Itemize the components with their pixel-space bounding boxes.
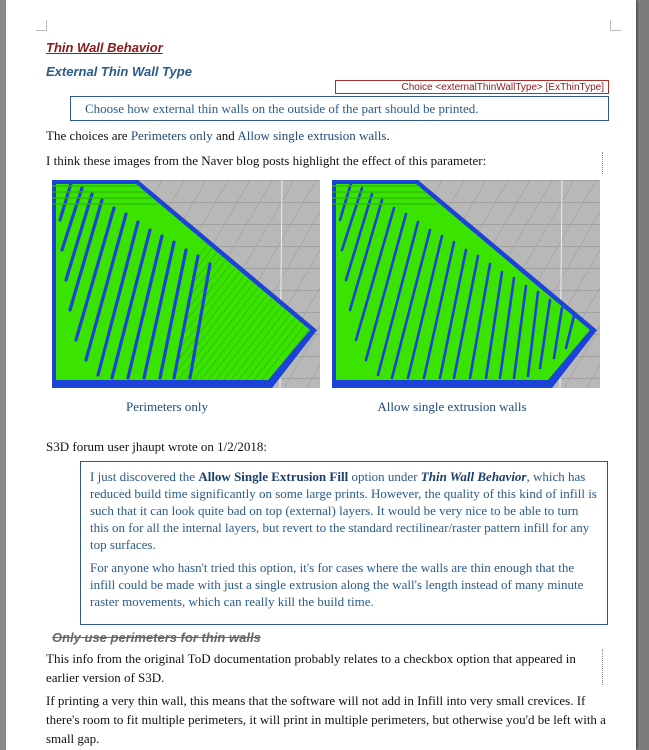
forum-quote bbox=[80, 461, 608, 625]
image-perimeters-only bbox=[52, 180, 320, 388]
forum-intro: S3D forum user jhaupt wrote on 1/2/2018: bbox=[46, 439, 267, 454]
change-bar-2 bbox=[602, 649, 603, 685]
image-allow-single-extrusion bbox=[332, 180, 600, 388]
crop-mark-top-left bbox=[36, 20, 47, 31]
quote-text: I just discovered the bbox=[90, 469, 199, 484]
print-preview-single-extrusion bbox=[332, 180, 600, 388]
description-text: Choose how external thin walls on the outside of the part should be printed. bbox=[85, 101, 479, 116]
print-preview-perimeters-only bbox=[52, 180, 320, 388]
crop-mark-top-right bbox=[610, 20, 621, 31]
quote-paragraph-1 bbox=[90, 468, 597, 553]
viewer-scroll-strip[interactable] bbox=[640, 0, 649, 750]
quote-text: , which has reduced build time significantly on some large prints. However, the quality of this kind of infill is such that it can look quite bad on top (external) layers. It would be very nice to be able to turn this on for all the internal layers, but revert to the standard rectilinear/raster pattern infill for any top surfaces. bbox=[90, 469, 597, 552]
subsection-heading: External Thin Wall Type bbox=[46, 64, 192, 79]
document-page bbox=[6, 0, 636, 750]
images-intro: I think these images from the Naver blog posts highlight the effect of this parameter: bbox=[46, 153, 487, 168]
caption-perimeters-only: Perimeters only bbox=[126, 399, 208, 414]
choices-suffix: . bbox=[386, 128, 390, 143]
quote-option-name: Allow Single Extrusion Fill bbox=[198, 469, 349, 484]
choices-prefix: The choices are bbox=[46, 128, 131, 143]
choices-middle: and bbox=[212, 128, 238, 143]
section-heading[interactable]: Thin Wall Behavior bbox=[46, 40, 163, 55]
quote-section-name: Thin Wall Behavior bbox=[420, 469, 527, 484]
choice-reference-box: Choice <externalThinWallType> [ExThinType] bbox=[335, 80, 609, 94]
quote-paragraph-2: For anyone who hasn't tried this option, it's for cases where the walls are thin enough that the infill could be made with just a single extrusion along the wall's length instead of many minute raster movements, which can really kill the build time. bbox=[90, 560, 584, 609]
choice-allow-single-extrusion: Allow single extrusion walls bbox=[237, 128, 387, 143]
obsolete-note: This info from the original ToD documentation probably relates to a checkbox option that appeared in earlier version of S3D. bbox=[46, 651, 576, 685]
final-paragraph: If printing a very thin wall, this means that the software will not add in Infill into very small crevices. If there's room to fit multiple perimeters, it will print in multiple perimeters, but otherwise you'd be left with a small gap. bbox=[46, 693, 606, 746]
obsolete-heading: Only use perimeters for thin walls bbox=[52, 630, 261, 645]
change-bar bbox=[602, 152, 603, 174]
choice-perimeters-only: Perimeters only bbox=[130, 128, 213, 143]
quote-text: option under bbox=[348, 469, 421, 484]
caption-allow-single-extrusion: Allow single extrusion walls bbox=[377, 399, 527, 414]
choices-paragraph bbox=[46, 126, 390, 145]
description-box bbox=[70, 96, 609, 121]
